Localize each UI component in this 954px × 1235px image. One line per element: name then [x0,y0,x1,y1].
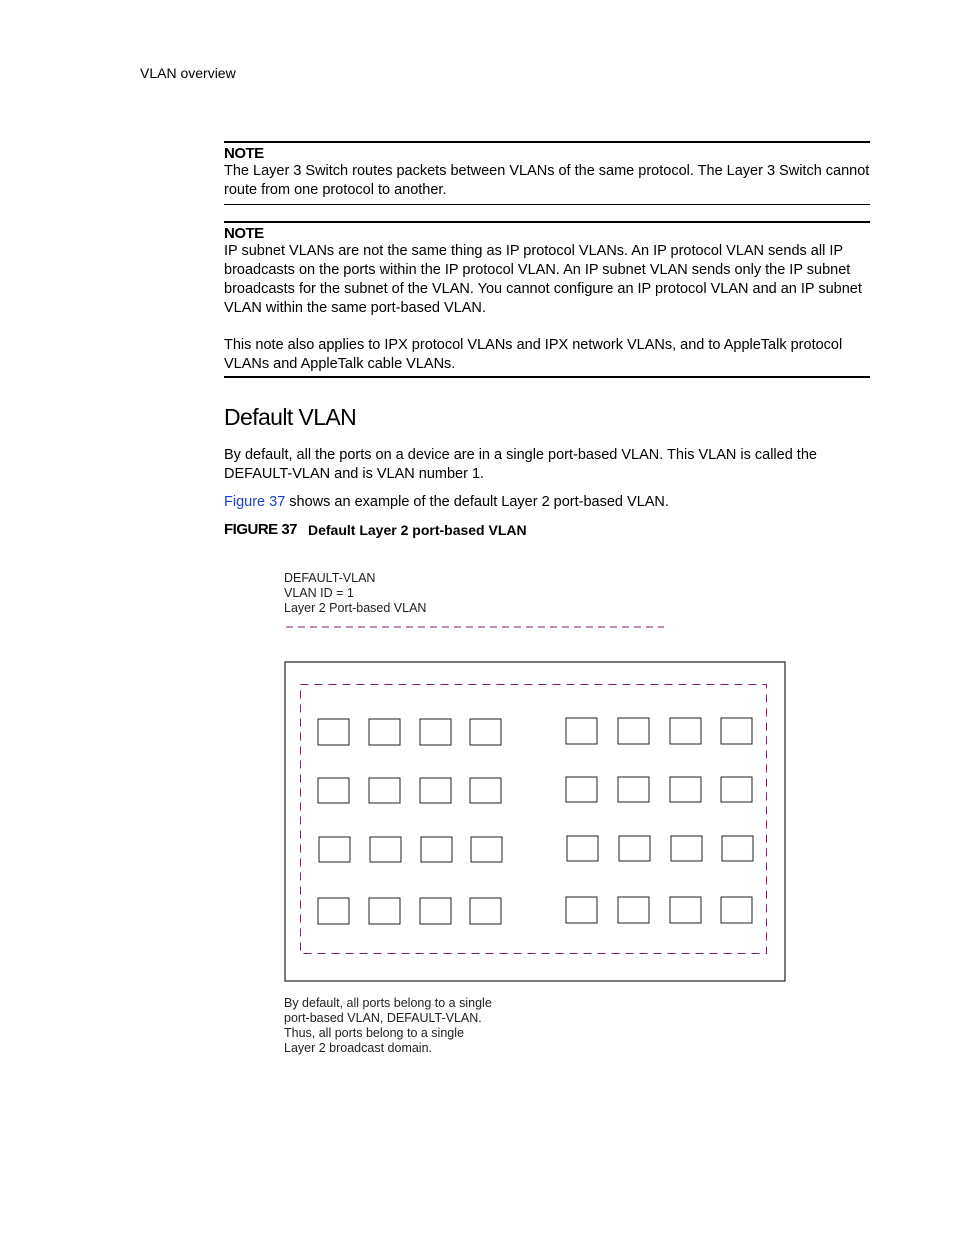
switch-port [670,718,701,744]
switch-port [318,898,349,924]
switch-port [670,897,701,923]
switch-port [470,898,501,924]
switch-port [319,837,350,862]
diagram-caption-line: By default, all ports belong to a single [284,996,492,1010]
figure-37-link[interactable]: Figure 37 [224,494,286,510]
figure-title: Default Layer 2 port-based VLAN [308,522,527,538]
switch-port [618,777,649,802]
diagram-caption-line: Thus, all ports belong to a single [284,1026,464,1040]
switch-port [722,836,753,861]
switch-port [420,898,451,924]
diagram-caption-line: Layer 2 broadcast domain. [284,1041,433,1055]
switch-port [421,837,452,862]
switch-port [369,898,400,924]
figure-label: FIGURE 37 [224,521,298,538]
note1-label: NOTE [224,145,264,162]
note2-text-2: This note also applies to IPX protocol VLANs and IPX network VLANs, and to AppleTalk protocol VLANs and AppleTalk cable VLANs. [224,337,843,372]
diagram-caption [284,996,492,1056]
switch-port [318,719,349,745]
switch-port [618,897,649,923]
switch-port [670,777,701,802]
note1-text: The Layer 3 Switch routes packets between VLANs of the same protocol. The Layer 3 Switch cannot route from one protocol to another. [224,163,870,198]
switch-port [370,837,401,862]
diagram-caption-line: port-based VLAN, DEFAULT-VLAN. [284,1011,482,1025]
port-grid [318,718,753,924]
section-title: Default VLAN [224,404,357,430]
switch-port [369,719,400,745]
vlan-name-label: DEFAULT-VLAN [284,571,376,585]
switch-port [420,719,451,745]
switch-port [369,778,400,803]
switch-port [566,897,597,923]
switch-port [671,836,702,861]
switch-port [470,719,501,745]
switch-port [566,718,597,744]
page-header: VLAN overview [140,65,236,81]
switch-chassis [285,662,785,981]
note2-label: NOTE [224,225,264,242]
switch-port [566,777,597,802]
switch-port [721,718,752,744]
switch-port [721,777,752,802]
section-para-2-rest: shows an example of the default Layer 2 port-based VLAN. [285,494,669,510]
section-para-1: By default, all the ports on a device are in a single port-based VLAN. This VLAN is called the DEFAULT-VLAN and is VLAN number 1. [224,447,817,482]
switch-port [618,718,649,744]
switch-port [318,778,349,803]
switch-port [471,837,502,862]
switch-port [619,836,650,861]
vlan-id-label: VLAN ID = 1 [284,586,354,600]
switch-port [721,897,752,923]
vlan-type-label: Layer 2 Port-based VLAN [284,601,427,615]
switch-port [470,778,501,803]
switch-port [567,836,598,861]
note2-text-1: IP subnet VLANs are not the same thing as IP protocol VLANs. An IP protocol VLAN sends all IP broadcasts on the ports within the IP protocol VLAN. An IP subnet VLAN sends only the IP subnet broadcasts for the subnet of the VLAN. You cannot configure an IP protocol VLAN and an IP subnet VLAN within the same port-based VLAN. [224,243,862,316]
switch-port [420,778,451,803]
